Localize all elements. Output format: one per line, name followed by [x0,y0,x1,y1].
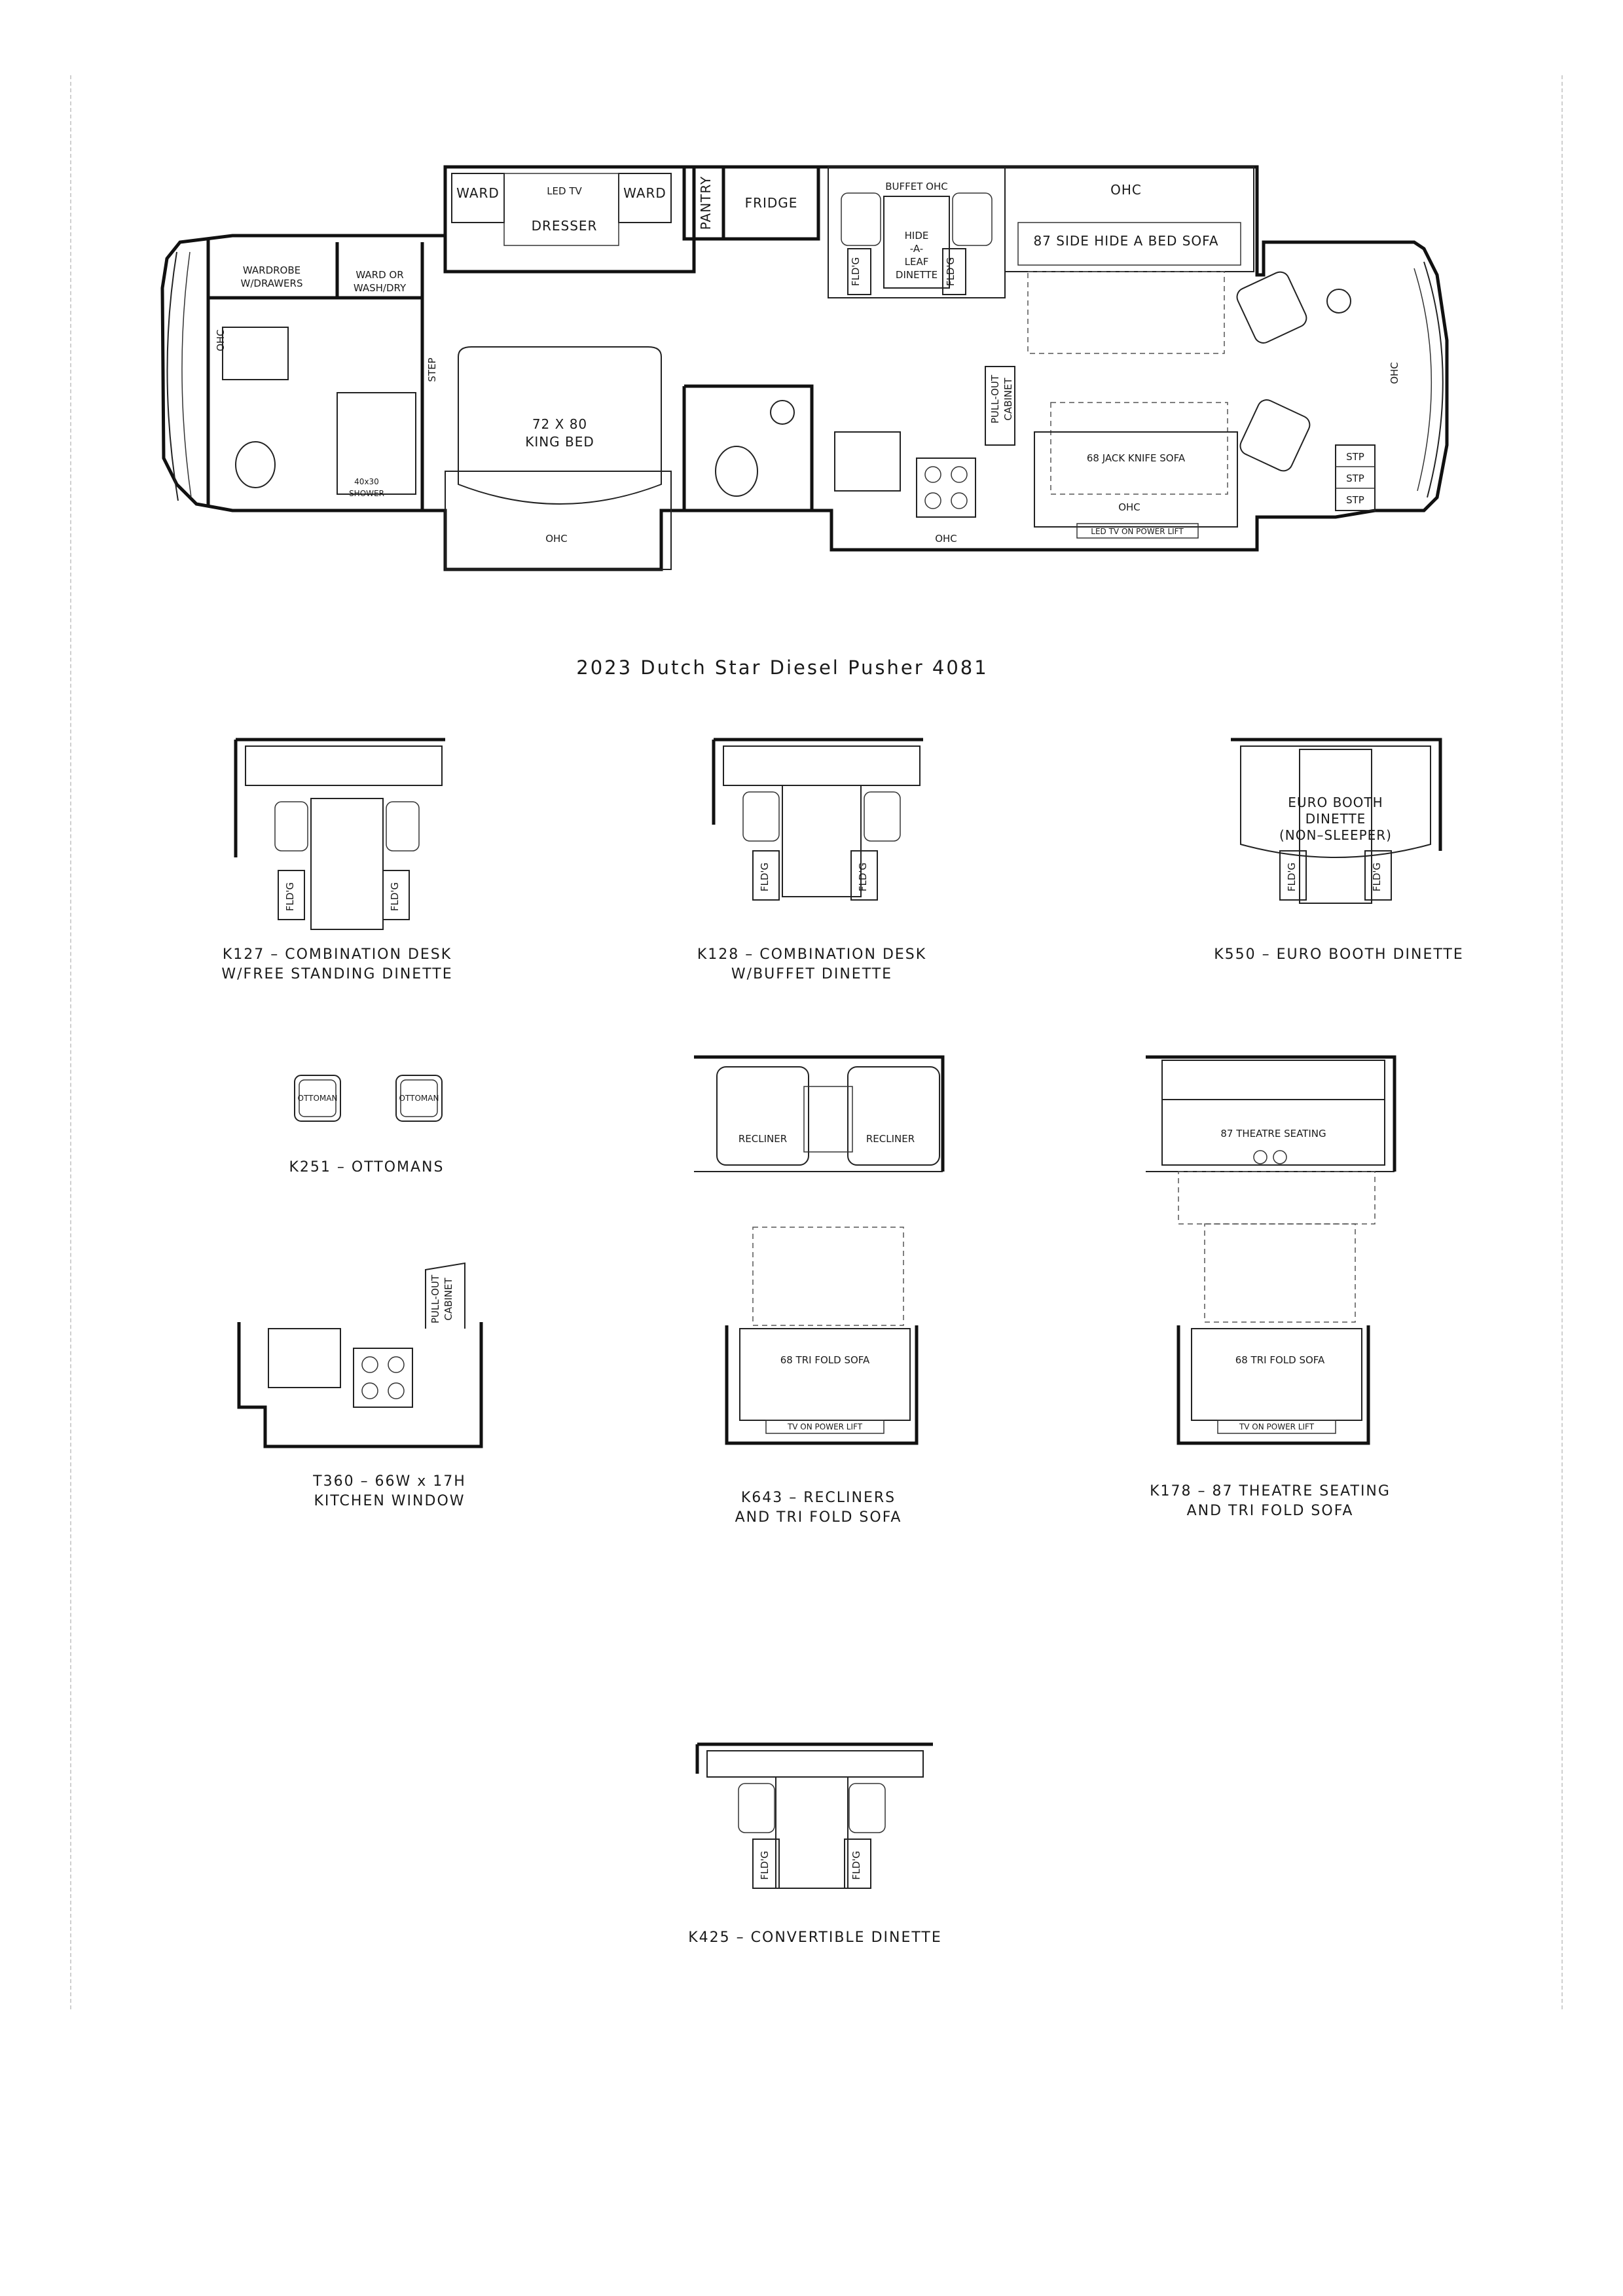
k128-chair-1 [743,792,779,841]
k550-label-3: (NON–SLEEPER) [1279,827,1392,843]
k425-table [776,1777,848,1888]
k128-caption-2: W/BUFFET DINETTE [731,966,893,982]
t360-sink [268,1329,340,1388]
mid-toilet [716,446,757,496]
k128-caption-1: K128 – COMBINATION DESK [697,946,927,963]
king-bed-line1: 72 X 80 [532,416,588,432]
k178-theatre-label: 87 THEATRE SEATING [1220,1128,1326,1139]
ohc-bath-label: OHC [215,329,227,351]
k178-cup-2 [1273,1151,1286,1164]
burner-1 [925,467,941,482]
cooktop [917,458,976,517]
hide-a-leaf-line2: -A- [909,243,924,255]
jack-knife-label: 68 JACK KNIFE SOFA [1086,452,1186,464]
rear-toilet [236,442,275,488]
t360-cabinet-label-1: PULL-OUT [429,1274,441,1324]
ohc-bed-label: OHC [545,533,568,545]
k643-caption-2: AND TRI FOLD SOFA [735,1509,902,1526]
k251-caption-1: K251 – OTTOMANS [289,1159,445,1175]
bath-sink [223,327,288,380]
k425-caption-1: K425 – CONVERTIBLE DINETTE [688,1929,942,1946]
dresser-label: DRESSER [531,218,598,234]
k127-fldg-label-2: FLD'G [389,882,401,912]
k425-wall [697,1744,933,1774]
k643-wall-top [694,1057,943,1172]
t360-burner-3 [362,1383,378,1399]
t360-burner-1 [362,1357,378,1372]
hide-a-leaf-line4: DINETTE [895,269,938,281]
ohc-front-label: OHC [1389,362,1400,384]
passenger-seat [1237,397,1313,473]
side-sofa-label: 87 SIDE HIDE A BED SOFA [1033,233,1219,249]
k643-sofa-label: 68 TRI FOLD SOFA [780,1354,870,1366]
pull-out-line1: PULL-OUT [989,374,1001,424]
k550-label-2: DINETTE [1305,811,1366,827]
sofa-bed-extended [1028,272,1224,353]
k127-desk [246,746,442,785]
shower-line2: SHOWER [349,489,384,498]
t360-caption-2: KITCHEN WINDOW [314,1493,465,1509]
k127-chair-1 [275,802,308,851]
t360-cabinet-label-2: CABINET [443,1278,454,1321]
stp-label-1: STP [1346,451,1364,463]
option-k550 [1214,740,1464,963]
option-k178 [1146,1057,1395,1519]
k178-caption-2: AND TRI FOLD SOFA [1186,1503,1354,1519]
burner-3 [925,493,941,509]
wardrobe-line2: W/DRAWERS [240,278,303,289]
k127-caption-1: K127 – COMBINATION DESK [222,946,452,963]
kitchen-sink [835,432,900,491]
k127-table [311,798,383,929]
k178-sofa [1192,1329,1362,1420]
k178-theatre-extended [1178,1172,1375,1224]
k251-ottoman-label-1: OTTOMAN [297,1094,338,1103]
k643-recliner-label-1: RECLINER [738,1133,788,1145]
k550-fldg-label-2: FLD'G [1371,862,1383,892]
step-label: STEP [426,357,438,382]
k643-console [804,1086,852,1152]
front-cap-inner [1414,268,1431,491]
t360-burner-4 [388,1383,404,1399]
k550-label-1: EURO BOOTH [1288,795,1383,810]
buffet-ohc-label: BUFFET OHC [885,181,948,192]
k643-tv-label: TV ON POWER LIFT [787,1422,863,1431]
k178-theatre-back [1162,1060,1385,1100]
dresser-box [504,173,619,245]
t360-wall [239,1322,481,1446]
k643-recliner-label-2: RECLINER [866,1133,915,1145]
k128-table [782,785,861,897]
stp-label-2: STP [1346,473,1364,484]
led-tv-label: LED TV [547,185,582,197]
k128-wall [714,740,923,825]
main-floorplan-labels [215,176,1400,545]
k127-fldg-label-1: FLD'G [284,882,296,912]
t360-cooktop [354,1348,412,1407]
k128-desk [723,746,920,785]
option-t360 [239,1263,481,1509]
k178-caption-1: K178 – 87 THEATRE SEATING [1150,1483,1391,1499]
main-floorplan [162,167,1447,569]
k425-chair-2 [849,1784,885,1833]
fldg-label-2: FLD'G [945,257,957,287]
ohc-kitchen-label: OHC [935,533,957,545]
fldg-label-1: FLD'G [850,257,862,287]
k127-caption-2: W/FREE STANDING DINETTE [221,966,453,982]
k251-ottoman-label-2: OTTOMAN [399,1094,439,1103]
hide-a-leaf-line3: LEAF [904,256,929,268]
k643-sofa-extended [753,1227,903,1325]
king-bed-line2: KING BED [525,434,594,450]
option-k425 [688,1744,942,1946]
option-k251 [289,1075,445,1175]
rear-cap-inner [182,252,191,497]
k643-recliner-2 [848,1067,939,1165]
stp-label-3: STP [1346,494,1364,506]
pantry-label: PANTRY [698,175,714,230]
k643-caption-1: K643 – RECLINERS [740,1490,896,1506]
k128-fldg-label-2: FLD'G [857,862,869,892]
k425-chair-1 [739,1784,775,1833]
k178-wall-top [1146,1057,1395,1172]
burner-4 [951,493,967,509]
shower-line1: 40x30 [354,477,379,486]
option-k643 [694,1057,943,1526]
driver-seat [1234,269,1309,346]
k425-shelf [707,1751,923,1777]
ward-left-label: WARD [456,185,500,201]
k550-fldg-label-1: FLD'G [1286,862,1298,892]
k127-chair-2 [386,802,419,851]
k425-fldg-label-2: FLD'G [850,1850,862,1880]
fridge-label: FRIDGE [744,195,798,211]
mid-sink [771,401,794,424]
k425-fldg-label-1: FLD'G [759,1850,771,1880]
k178-sofa-label: 68 TRI FOLD SOFA [1235,1354,1325,1366]
option-k128 [697,740,926,982]
bed-slide [445,471,671,569]
k550-caption-1: K550 – EURO BOOTH DINETTE [1214,946,1464,963]
k178-cup-1 [1254,1151,1267,1164]
hide-a-leaf-line1: HIDE [904,230,929,242]
k178-sofa-extended [1205,1224,1355,1322]
ward-right-label: WARD [623,185,666,201]
option-k127 [221,740,452,982]
burner-2 [951,467,967,482]
wardrobe-line1: WARDROBE [242,264,301,276]
k643-sofa [740,1329,910,1420]
dinette-chair-1 [841,193,881,245]
k178-tv-label: TV ON POWER LIFT [1239,1422,1315,1431]
k643-recliner-1 [717,1067,809,1165]
dinette-chair-2 [953,193,992,245]
ohc-top-label: OHC [1110,182,1142,198]
led-tv-lift-label: LED TV ON POWER LIFT [1091,527,1184,536]
rear-cap [167,252,178,501]
pull-out-line2: CABINET [1002,378,1014,421]
k128-chair-2 [864,792,900,841]
ward-wash-line2: WASH/DRY [353,282,407,294]
k128-fldg-label-1: FLD'G [759,862,771,892]
jack-knife-extended [1051,403,1228,494]
ohc-sofa-label: OHC [1118,501,1140,513]
t360-burner-2 [388,1357,404,1372]
t360-caption-1: T360 – 66W x 17H [313,1473,466,1490]
ward-wash-line1: WARD OR [356,269,404,281]
plan-title: 2023 Dutch Star Diesel Pusher 4081 [576,656,989,679]
steering-wheel [1327,289,1351,313]
